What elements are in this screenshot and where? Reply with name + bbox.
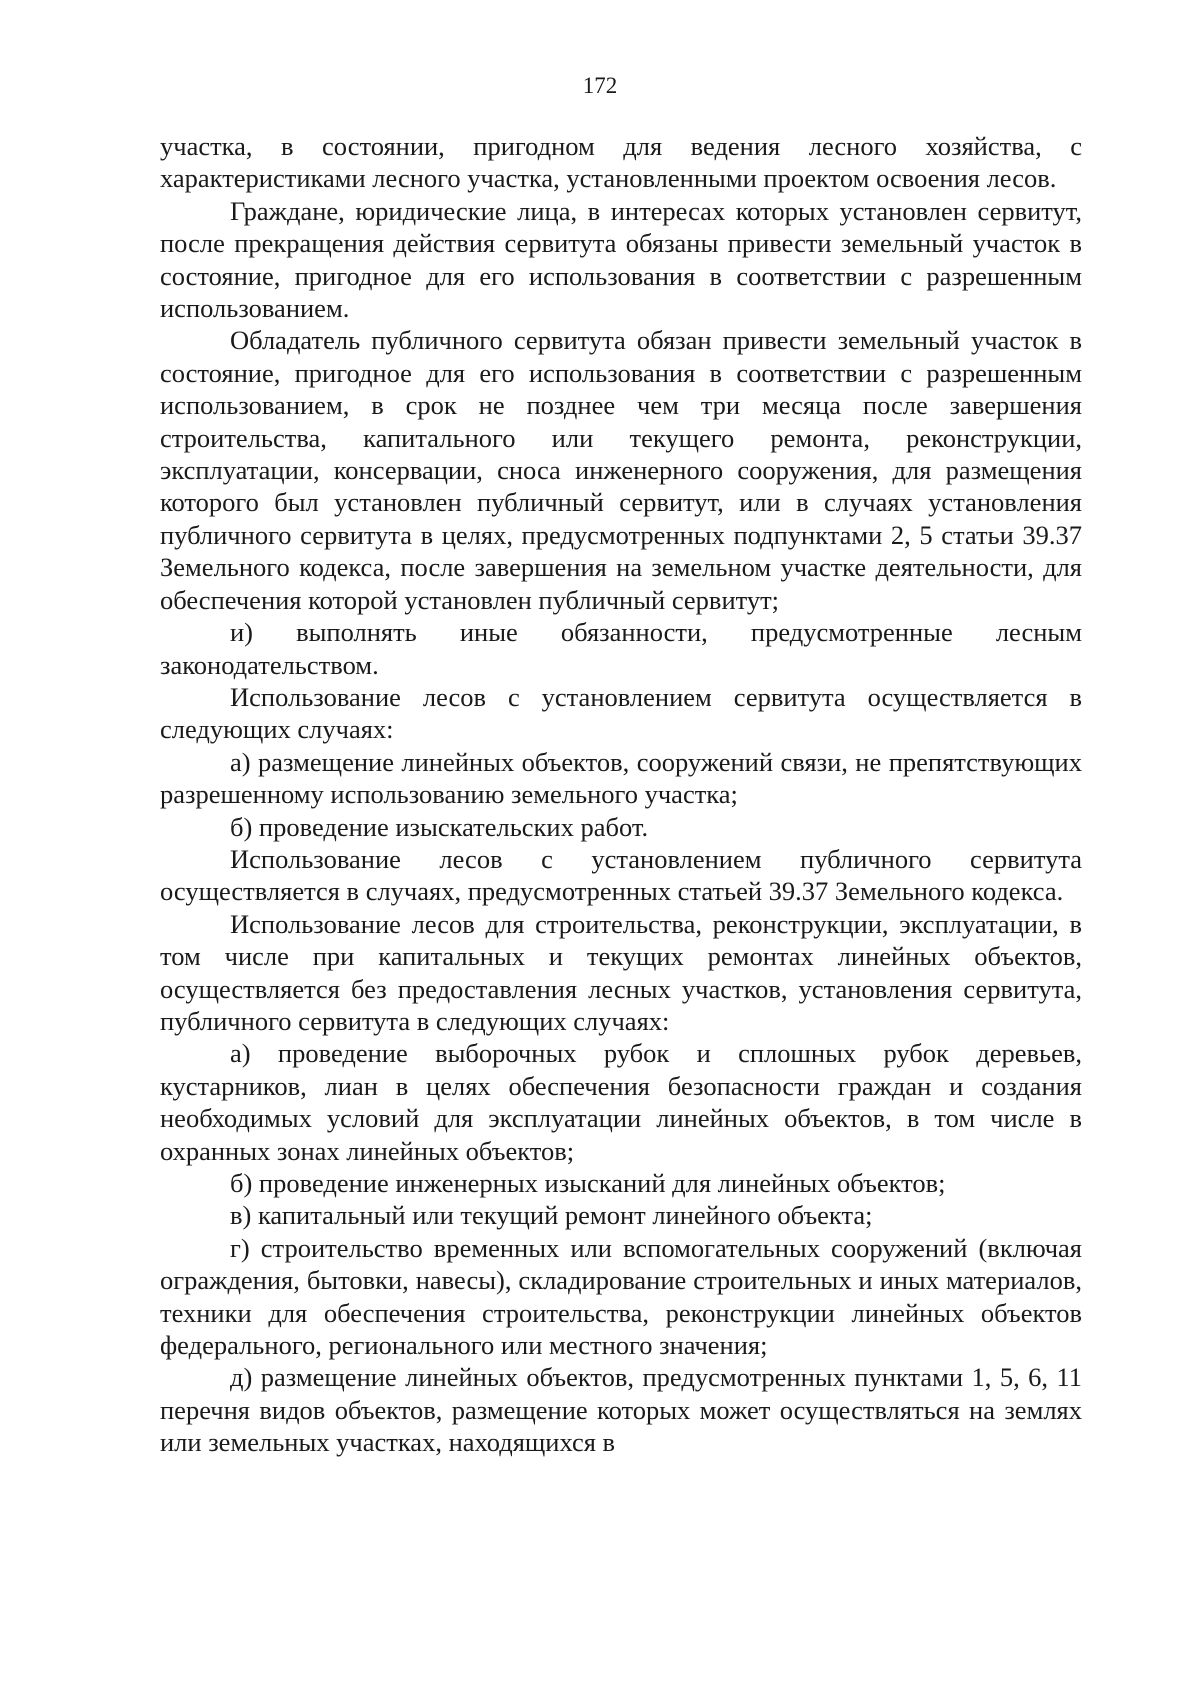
list-item-d-placement: д) размещение линейных объектов, предусмотренных пунктами 1, 5, 6, 11 перечня видов объектов, размещение которых может осуществляться на землях или земельных участках, находящихся в	[160, 1362, 1082, 1458]
paragraph-citizens-servitude: Граждане, юридические лица, в интересах которых установлен сервитут, после прекращения действия сервитута обязаны привести земельный участок в состояние, пригодное для его использования в соответствии с разрешенным использованием.	[160, 195, 1082, 324]
list-item-a-linear-objects: а) размещение линейных объектов, сооружений связи, не препятствующих разрешенному использованию земельного участка;	[160, 746, 1082, 810]
paragraph-servitude-cases: Использование лесов с установлением сервитута осуществляется в следующих случаях:	[160, 681, 1082, 745]
paragraph-public-servitude-holder: Обладатель публичного сервитута обязан привести земельный участок в состояние, пригодное для его использования в соответствии с разрешенным использованием, в срок не позднее чем три месяца после завершения строительства, капитального или текущего ремонта, реконструкции, эксплуатации, консервации, сноса инженерного сооружения, для размещения которого был установлен публичный сервитут, или в случаях установления публичного сервитута в целях, предусмотренных подпунктами 2, 5 статьи 39.37 Земельного кодекса, после завершения на земельном участке деятельности, для обеспечения которой установлен публичный сервитут;	[160, 325, 1082, 615]
paragraph-continuation: участка, в состоянии, пригодном для ведения лесного хозяйства, с характеристиками лесного участка, установленными проектом освоения лесов.	[160, 131, 1082, 194]
paragraph-construction-use: Использование лесов для строительства, реконструкции, эксплуатации, в том числе при капитальных и текущих ремонтах линейных объектов, осуществляется без предоставления лесных участков, установления сервитута, публичного сервитута в следующих случаях:	[160, 908, 1082, 1036]
list-item-b-engineering-surveys: б) проведение инженерных изысканий для линейных объектов;	[230, 1168, 946, 1198]
list-item-b-surveys: б) проведение изыскательских работ.	[230, 811, 649, 842]
page-number: 172	[582, 73, 618, 98]
paragraph-public-servitude-cases: Использование лесов с установлением публичного сервитута осуществляется в случаях, предусмотренных статьей 39.37 Земельного кодекса.	[160, 843, 1082, 907]
list-item-v-repair: в) капитальный или текущий ремонт линейного объекта;	[230, 1200, 873, 1231]
list-item-a-felling: а) проведение выборочных рубок и сплошных рубок деревьев, кустарников, лиан в целях обеспечения безопасности граждан и создания необходимых условий для эксплуатации линейных объектов, в том числе в охранных зонах линейных объектов;	[160, 1038, 1082, 1166]
list-item-i: и) выполнять иные обязанности, предусмотренные лесным законодательством.	[160, 617, 1082, 680]
document-body	[160, 130, 1082, 1459]
list-item-g-temporary-structures: г) строительство временных или вспомогательных сооружений (включая ограждения, бытовки, навесы), складирование строительных и иных материалов, техники для обеспечения строительства, реконструкции линейных объектов федерального, регионального или местного значения;	[160, 1232, 1082, 1361]
